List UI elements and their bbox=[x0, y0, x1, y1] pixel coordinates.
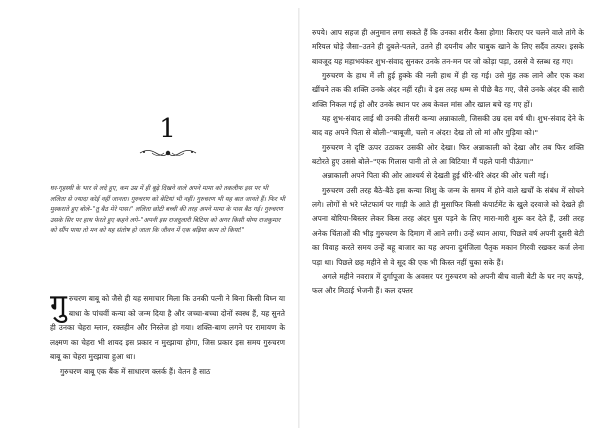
left-page-body bbox=[50, 288, 285, 380]
paragraph: रुपये। आप सहज ही अनुमान लगा सकते हैं कि उनका शरीर कैसा होगा! किराए पर चलने वाले तांगे के मरियल घोड़े जैसा–उतने ही दुबले-पतले, उतने ही दयनीय और चाबुक खाने के लिए सर्दैव तत्पर। इसके बावजूद यह महाभयंकर शुभ-संवाद सुनकर उनके तन-मन पर जो कोड़ा पड़ा, उससे वे स्तब्ध रह गए। bbox=[312, 28, 584, 66]
paragraph: गुरुचरण बाबू एक बैंक में साधारण क्लर्क हैं। वेतन है साठ bbox=[60, 366, 211, 376]
ornament-flourish-icon bbox=[138, 146, 198, 160]
paragraph-text: रुचरण बाबू को जैसे ही यह समाचार मिला कि उनकी पत्नी ने बिना किसी विघ्न या बाधा के पांचवीं कन्या को जन्म दिया है और जच्चा-बच्चा दोनों स्वस्थ हैं, यह सुनते ही उनका चेहरा म्लान, रक्तहीन और निस्तेज हो गया। शक्ति-बाण लगने पर रामायण के लक्ष्मण का चेहरा भी शायद इस प्रकार न मुरझाया होगा, जिस प्रकार इस समय गुरुचरण बाबू का चेहरा मुरझाया हुआ था। bbox=[50, 294, 285, 362]
paragraph: यह शुभ-संवाद लाई थी उनकी तीसरी कन्या अन्नाकाली, जिसकी उम्र दस वर्ष थी। शुभ-संवाद देने के बाद वह अपने पिता से बोली–"बाबूजी, चलो न अंदर! देख तो लो मां और गुड़िया को।" bbox=[312, 114, 584, 138]
paragraph: अन्नाकाली अपने पिता की ओर आश्चर्य से देखती हुई धीरे-धीरे अंदर की ओर चली गई। bbox=[322, 171, 549, 181]
page-gutter bbox=[298, 8, 300, 428]
right-page bbox=[312, 26, 584, 426]
chapter-number: 1 bbox=[159, 114, 176, 144]
epigraph-text: घर-गृहस्थी के भार से लदे हुए, कम उम्र में ही बूढ़े दिखने वाले अपने मामा को तकलीफ इस पर भी ललिता से ज्यादा कोई नहीं जानता। गुरुचरण को बेटियां भी नहीं। गुरुचरण भी यह बात जानते हैं। फिर भी मुस्कराते हुए बोले–"तू बैठ मेरे पास।" ललिता छोटी बच्ची की तरह अपने मामा के पास बैठ गई। गुरुचरण उसके सिर पर हाथ फेरते हुए कहने लगे–"अपनी इस राजदुलारी बिटिया को अगर किसी योग्य राजकुमार को सौंप पाया तो मन को यह संतोष हो जाता कि जीवन में एक बढ़िया काम तो किया!" bbox=[50, 185, 286, 235]
paragraph: गुरुचरण उसी तरह बैठे-बैठे इस कन्या शिशु के जन्म के समय में होने वाले खर्चों के संबंध में सोचने लगे। लोगों से भरे प्लेटफार्म पर गाड़ी के आते ही मुसाफिर किसी कंपार्टमेंट के खुले दरवाजे को देखते ही अपना बोरिया-बिस्तर लेकर किस तरह अंदर घुस पड़ने के लिए मारा-मारी शुरू कर देते हैं, उसी तरह अनेक चिंताओं की भीड़ गुरुचरण के दिमाग में आने लगी। उन्हें ध्यान आया, पिछले वर्ष अपनी दूसरी बेटी का विवाह करते समय उन्हें बहू बाजार का यह अपना दुमंजिला पैतृक मकान गिरवी रखकर कर्ज लेना पड़ा था। पिछले छह महीने से वे सूद की एक भी किस्त नहीं चुका सके हैं। bbox=[312, 185, 584, 267]
right-page-body bbox=[312, 26, 584, 299]
paragraph: गुरुचरण ने दृष्टि ऊपर उठाकर उसकी ओर देखा। फिर अन्नाकाली को देखा और तब फिर शक्ति बटोरते हुए उससे बोले–"एक गिलास पानी तो ले आ बिटिया! मैं पहले पानी पीऊंगा।" bbox=[312, 142, 584, 167]
left-page bbox=[50, 0, 285, 432]
paragraph bbox=[50, 288, 285, 365]
chapter-epigraph bbox=[50, 184, 285, 237]
drop-cap: गु bbox=[50, 288, 67, 323]
paragraph: अगले महीने नवरात्र में दुर्गापूजा के अवसर पर गुरुचरण को अपनी बीच वाली बेटी के घर नए कपड़े, फल और मिठाई भेजनी हैं। कल दफ्तर bbox=[312, 271, 584, 296]
paragraph: गुरुचरण के हाथ में ली हुई हुक्के की नली हाथ में ही रह गई। उसे मुंह तक लाने और एक कश खींचने तक की शक्ति उनके अंदर नहीं रही। वे इस तरह धम्म से पीछे बैठ गए, जैसे उनके अंदर की सारी शक्ति निकल गई हो और उनके स्थान पर अब केवल मांस और खाल बचे रह गए हों। bbox=[312, 71, 584, 109]
